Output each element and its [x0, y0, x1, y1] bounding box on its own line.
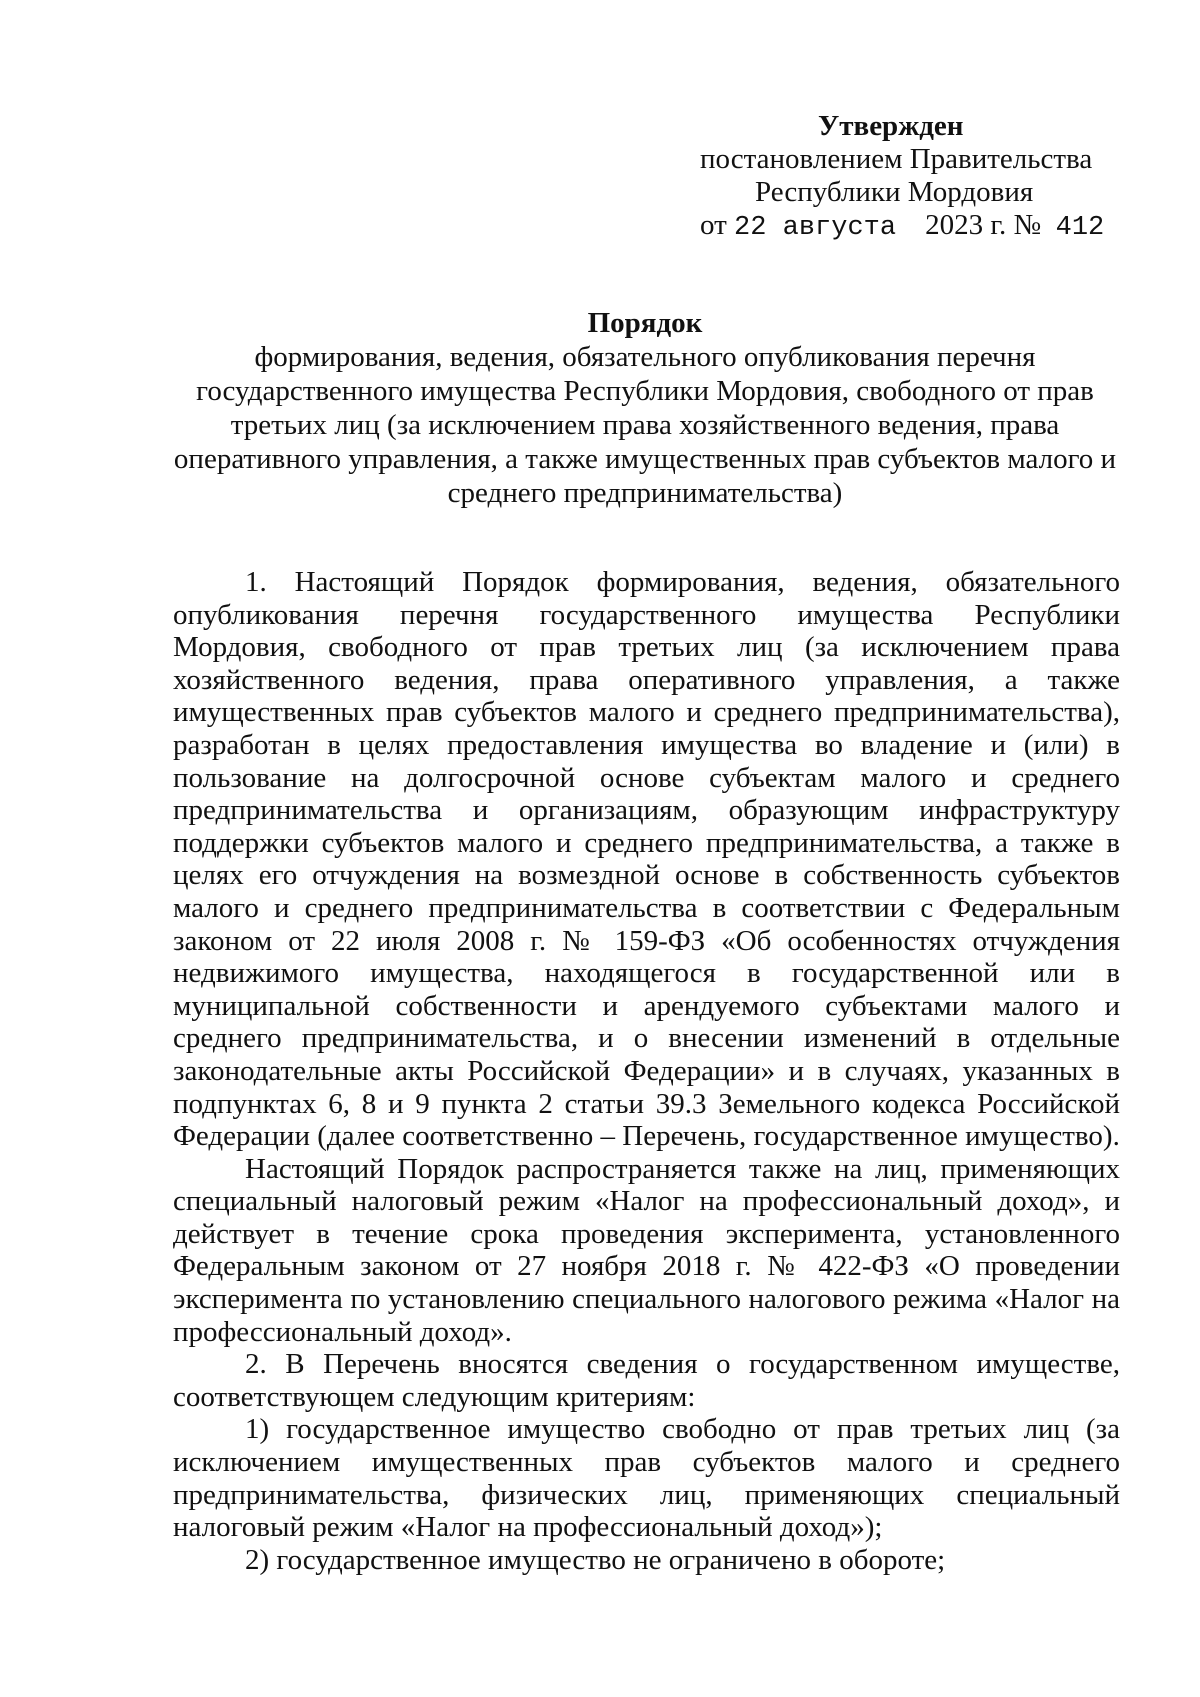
- approval-date: 22 августа: [734, 213, 897, 243]
- approval-stamp: [700, 110, 1140, 245]
- document-subtitle: формирования, ведения, обязательного опубликования перечня государственного имущества Республики Мордовия, свободного от прав третьих лиц (за исключением права хозяйственного ведения, права оперативного управления, а также имущественных прав субъектов малого и среднего предпринимательства): [173, 341, 1117, 509]
- approval-title: Утвержден: [818, 110, 964, 142]
- approval-date-line: [700, 209, 1140, 245]
- approval-line-2: Республики Мордовия: [755, 176, 1034, 208]
- paragraph-4: 1) государственное имущество свободно от прав третьих лиц (за исключением имущественных прав субъектов малого и среднего предпринимательства, физических лиц, применяющих специальный налоговый режим «Налог на профессиональный доход»);: [173, 1413, 1120, 1544]
- approval-line-1: постановлением Правительства: [700, 143, 1093, 175]
- document-body: [173, 566, 1120, 1576]
- paragraph-5: 2) государственное имущество не ограничено в обороте;: [245, 1543, 946, 1576]
- approval-year: 2023 г. №: [925, 209, 1042, 241]
- document-heading: [150, 306, 1140, 510]
- approval-number: 412: [1055, 213, 1105, 243]
- paragraph-1: 1. Настоящий Порядок формирования, ведения, обязательного опубликования перечня государственного имущества Республики Мордовия, свободного от прав третьих лиц (за исключением права хозяйственного ведения, права оперативного управления, а также имущественных прав субъектов малого и среднего предпринимательства), разработан в целях предоставления имущества во владение и (или) в пользование на долгосрочной основе субъектам малого и среднего предпринимательства и организациям, образующим инфраструктуру поддержки субъектов малого и среднего предпринимательства, а также в целях его отчуждения на возмездной основе в собственность субъектов малого и среднего предпринимательства в соответствии с Федеральным законом от 22 июля 2008 г. № 159-ФЗ «Об особенностях отчуждения недвижимого имущества, находящегося в государственной или в муниципальной собственности и арендуемого субъектами малого и среднего предпринимательства, и о внесении изменений в отдельные законодательные акты Российской Федерации» и в случаях, указанных в подпунктах 6, 8 и 9 пункта 2 статьи 39.3 Земельного кодекса Российской Федерации (далее соответственно – Перечень, государственное имущество).: [173, 566, 1120, 1153]
- document-title: Порядок: [587, 307, 703, 339]
- approval-date-prefix: от: [700, 209, 727, 241]
- paragraph-2: Настоящий Порядок распространяется также на лиц, применяющих специальный налоговый режим «Налог на профессиональный доход», и действует в течение срока проведения эксперимента, установленного Федеральным законом от 27 ноября 2018 г. № 422-ФЗ «О проведении эксперимента по установлению специального налогового режима «Налог на профессиональный доход».: [173, 1152, 1120, 1348]
- paragraph-3: 2. В Перечень вносятся сведения о государственном имуществе, соответствующем следующим критериям:: [173, 1348, 1120, 1413]
